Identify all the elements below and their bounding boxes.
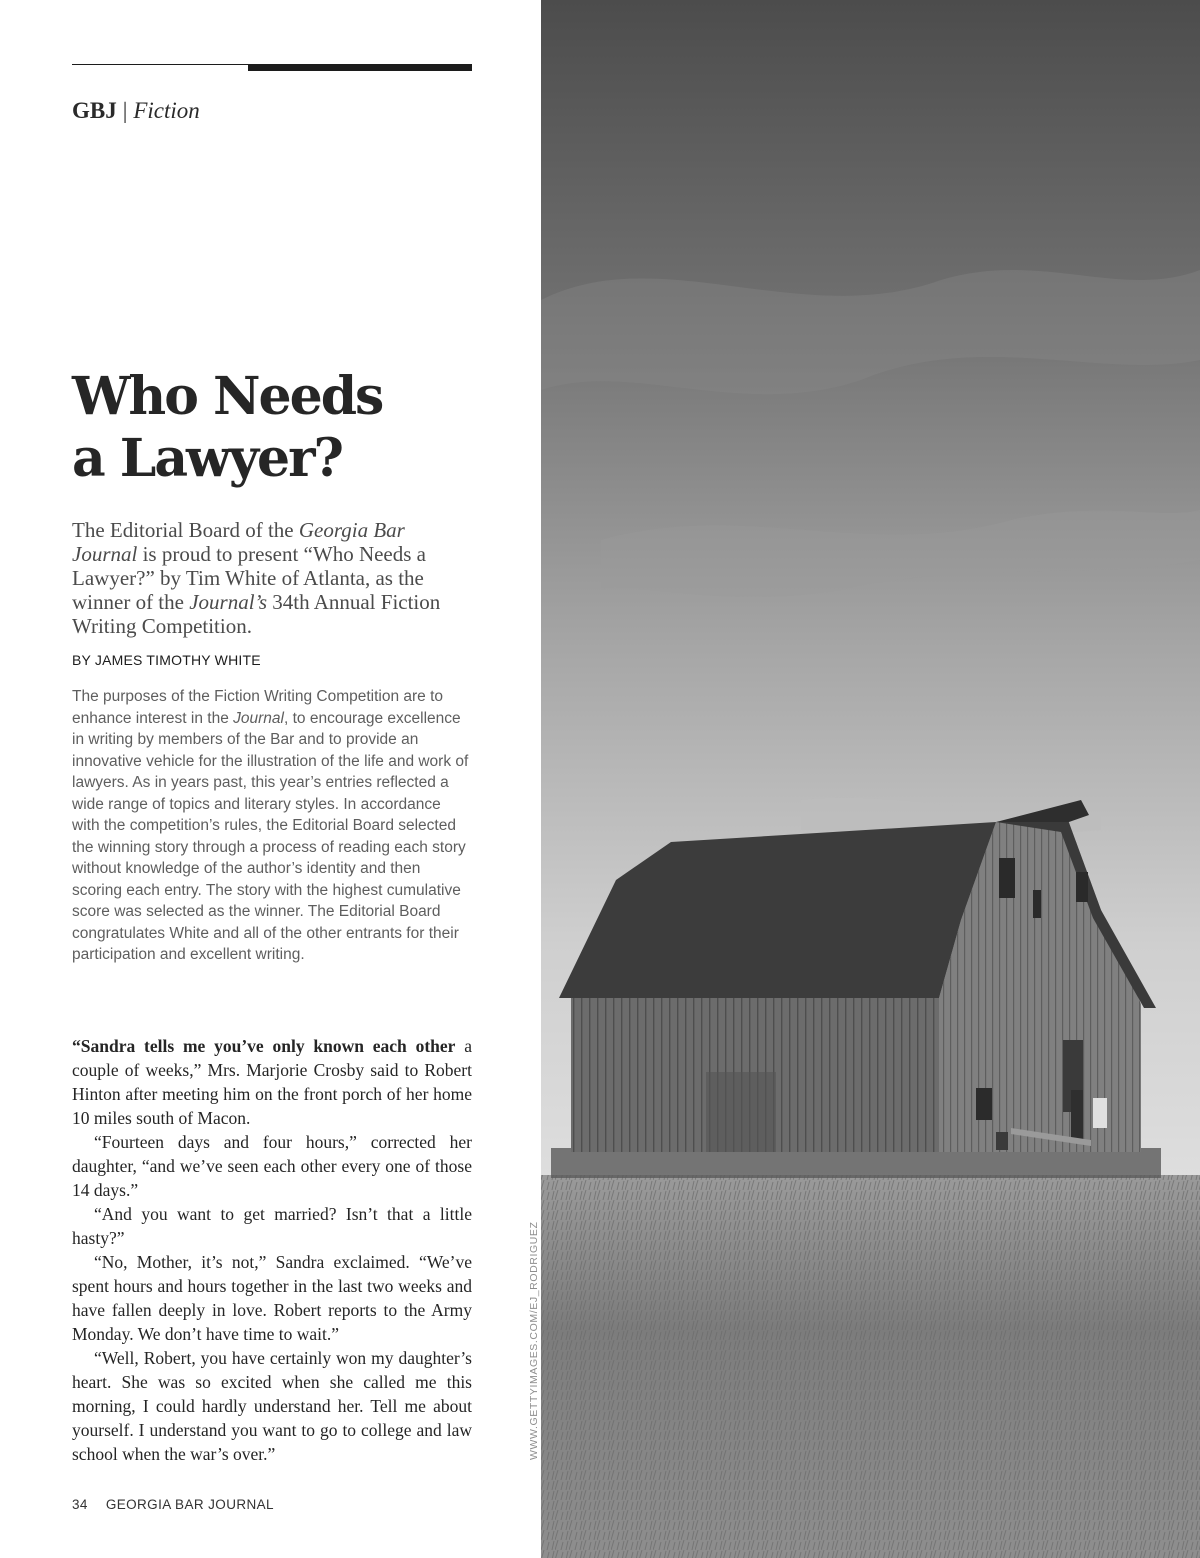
barn-photo-illustration [541, 0, 1200, 1558]
page-number: 34 [72, 1497, 88, 1512]
intro-text: The Editorial Board of the [72, 518, 299, 542]
byline: BY JAMES TIMOTHY WHITE [72, 652, 261, 668]
intro-journal-name: Georgia Bar Journal [72, 518, 405, 566]
section-header [72, 96, 200, 126]
competition-note-text: , to encourage excellence in writing by members of the Bar and to provide an innovative vehicle for the illustration of the life and work of lawyers. As in years past, this year’s entries reflected a wide range of topics and literary styles. In accordance with the competition’s rules, the Editorial Board selected the winning story through a process of reading each story without knowledge of the author’s identity and then scoring each entry. The story with the highest cumulative score was selected as the winner. The Editorial Board congratulates White and all of the other entrants for their participation and excellent writing. [72, 709, 469, 963]
story-lead-in: “Sandra tells me you’ve only known each other [72, 1036, 456, 1056]
story-paragraph [72, 1034, 472, 1130]
story-paragraph: “No, Mother, it’s not,” Sandra exclaimed. “We’ve spent hours and hours together in the last two weeks and have fallen deeply in love. Robert reports to the Army Monday. We don’t have time to wait.” [72, 1252, 472, 1344]
story-paragraph: “Fourteen days and four hours,” corrected her daughter, “and we’ve seen each other every one of those 14 days.” [72, 1132, 472, 1200]
story-text: a couple of weeks,” Mrs. Marjorie Crosby said to Robert Hinton after meeting him on the front porch of her home 10 miles south of Macon. [72, 1036, 472, 1128]
footer-publication: GEORGIA BAR JOURNAL [105, 1497, 274, 1512]
competition-note-journal: Journal [233, 709, 284, 727]
article-title-line-2: a Lawyer? [72, 428, 342, 489]
barn-photo [541, 0, 1200, 1558]
article-intro [72, 518, 472, 638]
story-paragraph: “Well, Robert, you have certainly won my daughter’s heart. She was so excited when she called me this morning, I could hardly understand her. Tell me about yourself. I understand you want to go to college and law school when the war’s over.” [72, 1348, 472, 1464]
story-paragraph: “And you want to get married? Isn’t that a little hasty?” [72, 1204, 472, 1248]
competition-note [72, 686, 472, 966]
intro-text: is proud to present “Who Needs a Lawyer?” by Tim White of Atlanta, as the winner of the [72, 542, 426, 614]
section-name: Fiction [133, 98, 200, 123]
intro-text: 34th Annual Fiction Writing Competition. [72, 590, 441, 638]
photo-credit: WWW.GETTYIMAGES.COM/EJ_RODRIGUEZ [528, 1221, 540, 1460]
publication-abbrev: GBJ [72, 98, 117, 123]
article-column [72, 0, 472, 1558]
story-body [72, 1034, 472, 1466]
section-separator: | [122, 98, 128, 123]
article-title-line-1: Who Needs [72, 366, 383, 427]
article-title [72, 366, 492, 490]
page-footer [72, 1496, 274, 1514]
intro-journal-possessive: Journal’s [189, 590, 268, 614]
header-rule-accent [248, 64, 472, 71]
competition-note-text: The purposes of the Fiction Writing Competition are to enhance interest in the [72, 688, 444, 727]
